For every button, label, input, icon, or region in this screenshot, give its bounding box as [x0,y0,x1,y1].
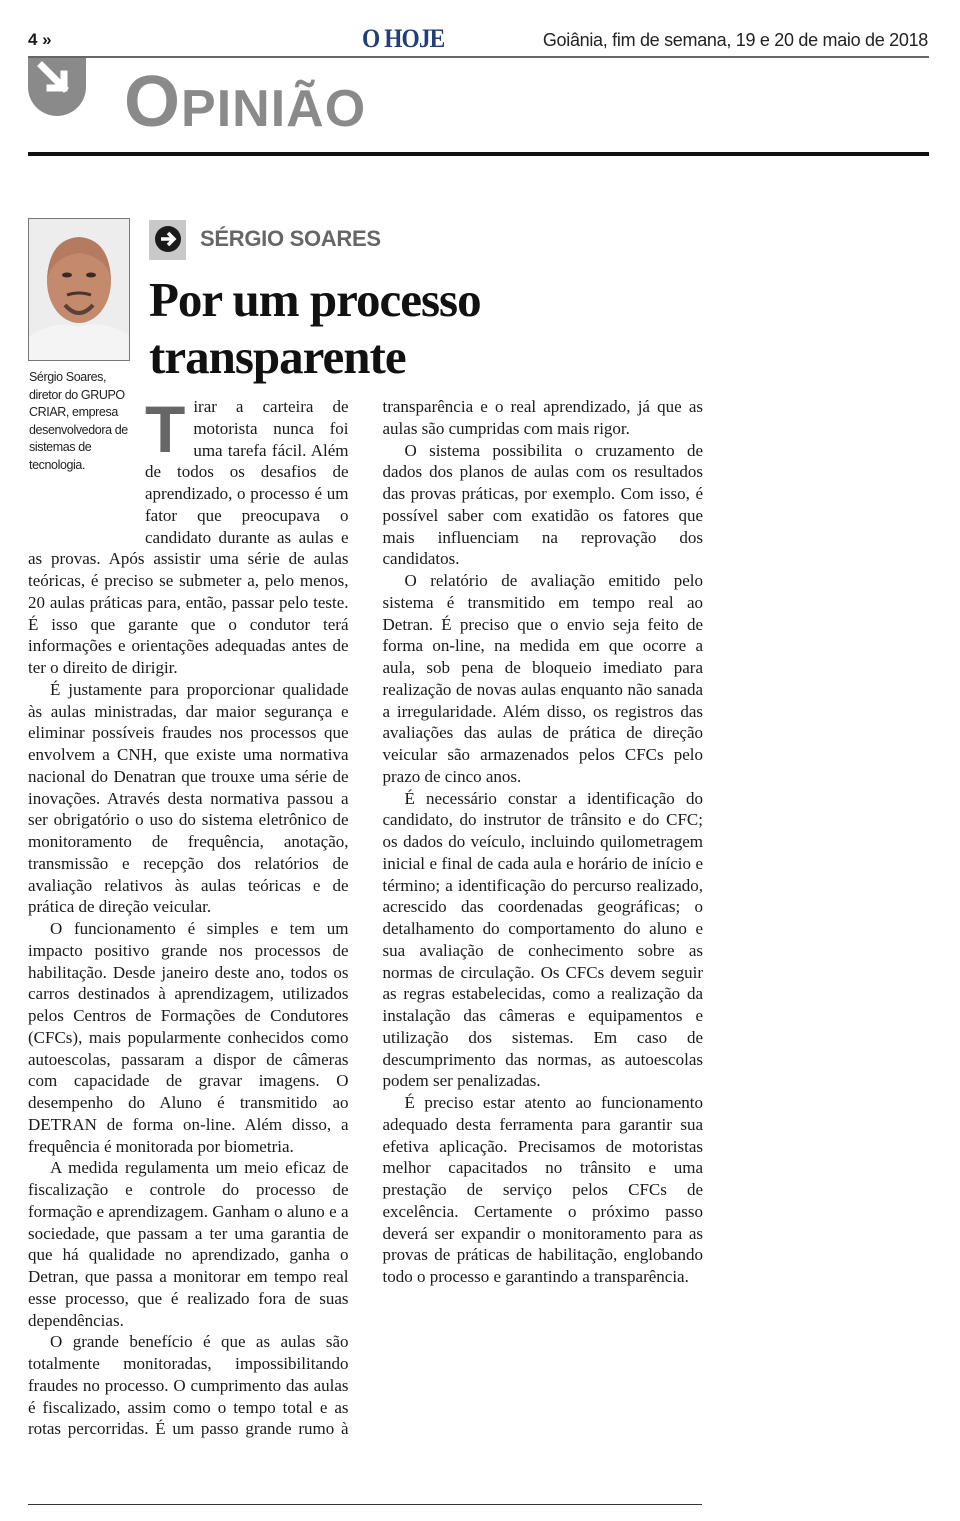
headline: Por um processo transparente [149,272,481,384]
paragraph-text: irar a carteira de motorista nunca foi uma tarefa fácil. Além de todos os desafios de aprendizado, o processo é um fator que preocupava o candidato durante as aulas e as provas. Após assistir uma série de aulas teóricas, é preciso se submeter a, pelo menos, 20 aulas práticas para, então, passar pelo teste. É isso que garante que o condutor terá informações e orientações adequadas antes de ter o direito de dirigir. [28,397,349,677]
arrow-down-right-circle-icon [28,58,86,116]
footer-rule [28,1504,702,1505]
caption-spacer [28,396,145,548]
paragraph: A medida regulamenta um meio eficaz de fiscalização e controle do processo de formação e aprendizagem. Ganham o aluno e a sociedade, que passam a ter uma garantia de que há qualidade no aprendizado, ganha o Detran, que passa a monitorar em tempo real esse processo, que é realizado fora de suas dependências. [28,1158,349,1330]
arrow-right-circle-icon [149,220,186,260]
paragraph: O grande benefício é que as aulas são totalmente monitoradas, impossibilitando fraudes no processo. O cumprimento das aulas é fiscalizado, assim como o tempo total e as rotas percorridas. É um passo grande rumo à transparência e o real aprendizado, já que as aulas são cumpridas com mais rigor. [28,397,703,1439]
header-rule [28,56,929,58]
section-rule [28,152,929,156]
paragraph: O funcionamento é simples e tem um impacto positivo grande nos processos de habilitação. Desde janeiro deste ano, todos os carros destinados à aprendizagem, utilizados pelos Centros de Formações de Condutores (CFCs), mais popularmente conhecidos como autoescolas, passaram a dispor de câmeras com capacidade de gravar imagens. O desempenho do Aluno é transmitido ao DETRAN de forma on-line. Além disso, a frequência é monitorada por biometria. [28,919,349,1156]
author-photo [28,218,130,361]
paragraph: É preciso estar atento ao funcionamento adequado desta ferramenta para garantir sua efetiva aplicação. Precisamos de motoristas melhor capacitados no trânsito e uma prestação de serviço pelos CFCs de excelência. Certamente o próximo passo deverá ser expandir o monitoramento para as provas de práticas de habilitação, englobando todo o processo e garantindo a transparência. [382,1093,703,1286]
page-number: 4 » [28,30,52,49]
photo-caption: Sérgio Soares, diretor do GRUPO CRIAR, empresa desenvolvedora de sistemas de tecnologia. [29,370,128,472]
drop-cap: T [145,392,186,466]
section-title [124,62,367,142]
paragraph: O relatório de avaliação emitido pelo sistema é transmitido em tempo real ao Detran. É preciso que o envio seja feito de forma on-line, na medida em que ocorre a aula, sob pena de bloqueio imediato para realização de novas aulas enquanto não sanada a irregularidade. Além disso, os registros das avaliações das aulas de prática de direção veicular são armazenados pelos CFCs pelo prazo de cinco anos. [382,571,703,786]
newspaper-logo: O HOJE [362,24,445,53]
article-body [28,392,703,1476]
paragraph: É justamente para proporcionar qualidade às aulas ministradas, dar maior segurança e eliminar possíveis fraudes nos processos que envolvem a CNH, que existe uma normativa nacional do Denatran que trouxe uma série de inovações. Através desta normativa passou a ser obrigatório o uso do sistema eletrônico de monitoramento de frequência, anotação, transmissão e recepção dos relatórios de avaliação relativos às aulas teóricas e de prática de direção veicular. [28,679,349,917]
paragraph: O sistema possibilita o cruzamento de dados dos planos de aulas com os resultados das provas práticas, por exemplo. Com isso, é possível saber com exatidão os fatores que mais influenciam na reprovação dos candidatos. [382,440,703,569]
section-title-rest: PINIÃO [181,80,367,138]
dateline: Goiânia, fim de semana, 19 e 20 de maio de 2018 [542,30,928,50]
section-title-initial: O [124,62,182,142]
author-name: SÉRGIO SOARES [200,226,381,251]
paragraph: É necessário constar a identificação do candidato, do instrutor de trânsito e do CFC; os dados do veículo, incluindo quilometragem inicial e final de cada aula e horário de início e término; a identificação do percurso realizado, acrescido das coordenadas geográficas; o detalhamento do comportamento do aluno e sua avaliação de conhecimento sobre as normas de circulação. Os CFCs devem seguir as regras estabelecidas, como a realização da instalação das câmeras e equipamentos e utilização dos sistemas. Em caso de descumprimento das normas, as autoescolas podem ser penalizadas. [382,788,703,1091]
